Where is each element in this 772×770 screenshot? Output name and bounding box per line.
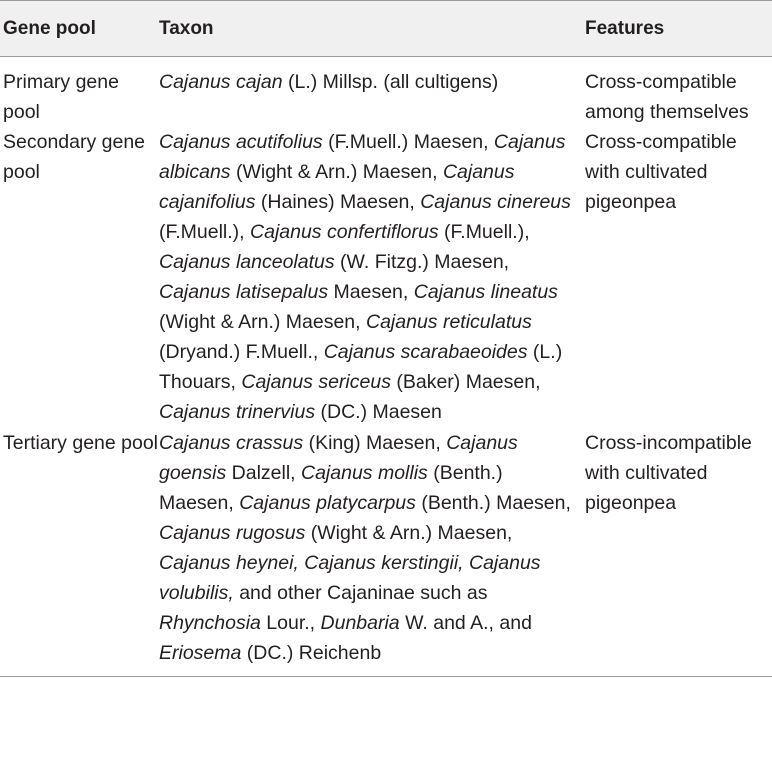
taxon-name-italic: Cajanus trinervius xyxy=(159,401,316,423)
taxon-author-text: (DC.) Maesen xyxy=(315,401,442,423)
header-row xyxy=(0,1,772,57)
cell-taxon xyxy=(159,57,585,128)
cell-features: Cross-compatible among themselves xyxy=(585,71,749,123)
header-gene-pool: Gene pool xyxy=(3,17,96,39)
taxon-author-text: (Baker) Maesen, xyxy=(390,371,541,393)
table-header xyxy=(0,1,772,57)
taxon-name-italic: Rhynchosia xyxy=(159,612,261,634)
cell-features: Cross-compatible with cultivated pigeonpea xyxy=(585,131,737,213)
taxon-author-text: (Wight & Arn.) Maesen, xyxy=(159,311,366,333)
taxon-name-italic: Cajanus lanceolatus xyxy=(159,251,335,273)
taxon-author-text: (W. Fitzg.) Maesen, xyxy=(334,251,510,273)
header-taxon: Taxon xyxy=(159,17,214,39)
taxon-author-text: (F.Muell.), xyxy=(438,221,530,243)
taxon-name-italic: Cajanus latisepalus xyxy=(159,281,329,303)
taxon-name-italic: Cajanus crassus xyxy=(159,432,304,454)
taxon-name-italic: Cajanus albicans xyxy=(159,131,566,183)
taxon-author-text: (L.) Millsp. (all cultigens) xyxy=(282,71,499,93)
table-row-tertiary xyxy=(0,427,772,677)
cell-gene-pool: Secondary gene pool xyxy=(3,131,146,183)
taxon-name-italic: Eriosema xyxy=(159,642,242,664)
cell-features: Cross-incompatible with cultivated pigeonpea xyxy=(585,432,752,514)
taxon-author-text: Dalzell, xyxy=(226,462,301,484)
taxon-author-text: (Haines) Maesen, xyxy=(255,191,421,213)
taxon-name-italic: Cajanus heynei, Cajanus kerstingii, Cajanus volubilis, xyxy=(159,552,541,604)
taxon-name-italic: Dunbaria xyxy=(320,612,400,634)
cell-gene-pool: Tertiary gene pool xyxy=(3,432,159,454)
taxon-name-italic: Cajanus lineatus xyxy=(413,281,558,303)
taxon-name-italic: Cajanus acutifolius xyxy=(159,131,323,153)
taxon-author-text: (King) Maesen, xyxy=(303,432,447,454)
header-features: Features xyxy=(585,17,665,39)
taxon-author-text: (F.Muell.) Maesen, xyxy=(322,131,494,153)
taxon-name-italic: Cajanus cajanifolius xyxy=(159,161,515,213)
taxon-author-text: (Wight & Arn.) Maesen, xyxy=(230,161,443,183)
taxon-author-text: and other Cajaninae such as xyxy=(233,582,488,604)
taxon-author-text: (Benth.) Maesen, xyxy=(159,462,503,514)
taxon-name-italic: Cajanus cajan xyxy=(159,71,283,93)
cell-gene-pool: Primary gene pool xyxy=(3,71,119,123)
taxon-author-text: Maesen, xyxy=(328,281,414,303)
taxon-name-italic: Cajanus reticulatus xyxy=(366,311,532,333)
cell-taxon xyxy=(159,427,585,677)
taxon-name-italic: Cajanus goensis xyxy=(159,432,518,484)
taxon-author-text: (L.) Thouars, xyxy=(159,341,563,393)
taxon-author-text: (Dryand.) F.Muell., xyxy=(159,341,324,363)
taxon-name-italic: Cajanus confertiflorus xyxy=(250,221,439,243)
taxon-name-italic: Cajanus rugosus xyxy=(159,522,306,544)
taxon-name-italic: Cajanus scarabaeoides xyxy=(323,341,528,363)
taxon-author-text: (Wight & Arn.) Maesen, xyxy=(305,522,513,544)
table-row-secondary xyxy=(0,127,772,427)
taxon-author-text: (DC.) Reichenb xyxy=(241,642,382,664)
taxon-name-italic: Cajanus cinereus xyxy=(420,191,571,213)
taxon-author-text: (F.Muell.), xyxy=(159,221,251,243)
taxon-author-text: W. and A., and xyxy=(399,612,532,634)
cell-taxon xyxy=(159,127,585,427)
taxon-name-italic: Cajanus platycarpus xyxy=(239,492,416,514)
taxon-name-italic: Cajanus mollis xyxy=(301,462,428,484)
table-row-primary xyxy=(0,57,772,128)
taxon-author-text: (Benth.) Maesen, xyxy=(415,492,571,514)
taxon-author-text: Lour., xyxy=(260,612,321,634)
table-body xyxy=(0,57,772,677)
taxon-name-italic: Cajanus sericeus xyxy=(241,371,391,393)
